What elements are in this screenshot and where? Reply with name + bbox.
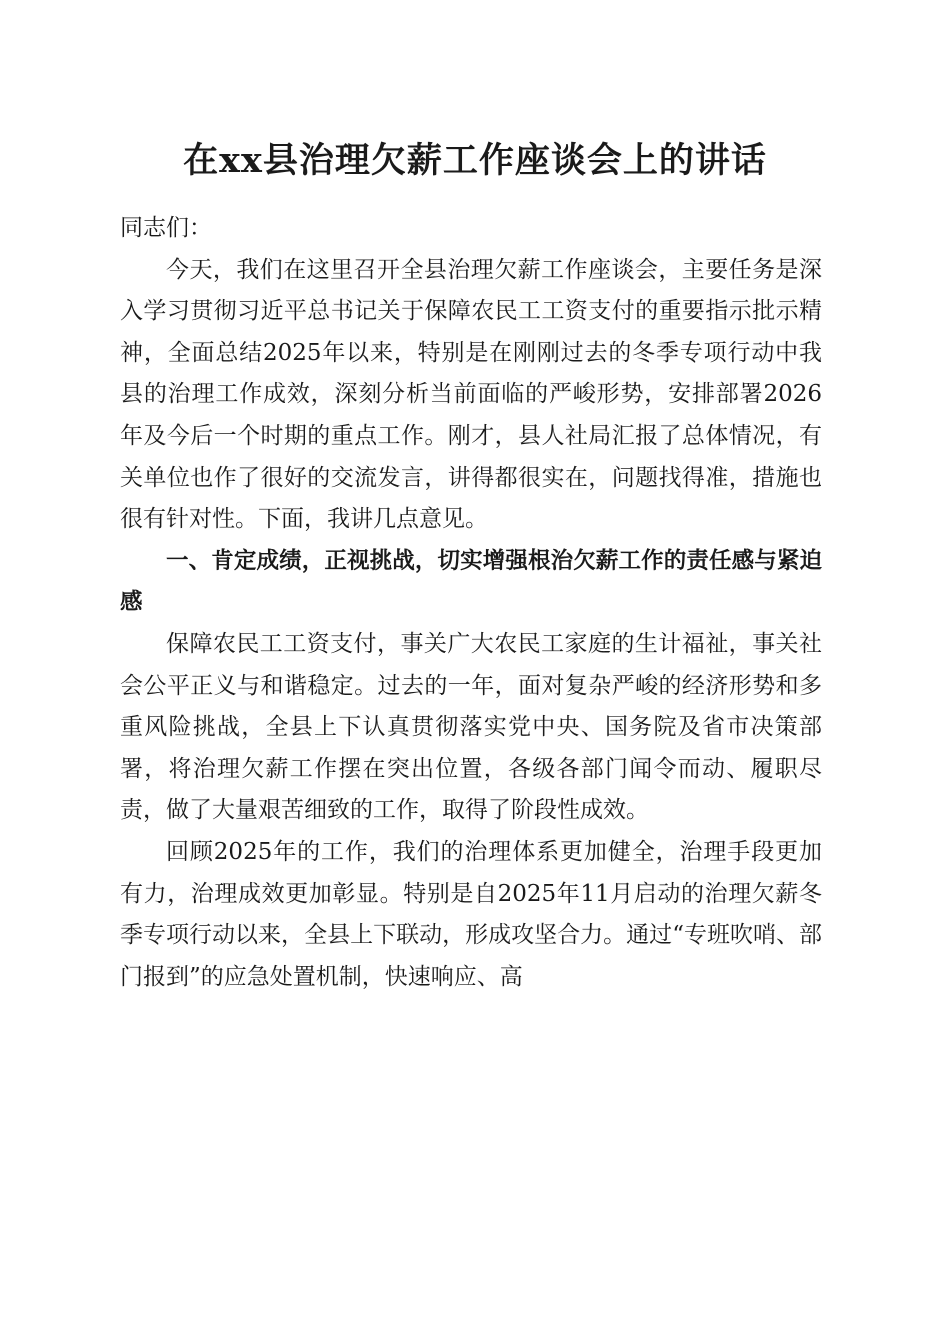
salutation: 同志们：	[120, 215, 212, 241]
section-paragraph: 保障农民工工资支付，事关广大农民工家庭的生计福祉，事关社会公平正义与和谐稳定。过去的一年，面对复杂严峻的经济形势和多重风险挑战，全县上下认真贯彻落实党中央、国务院及省市决策部署，将治理欠薪工作摆在突出位置，各级各部门闻令而动、履职尽责，做了大量艰苦细致的工作，取得了阶段性成效。	[120, 630, 822, 824]
section-heading: 一、肯定成绩，正视挑战，切实增强根治欠薪工作的责任感与紧迫感	[120, 547, 822, 616]
section-paragraph: 回顾2025年的工作，我们的治理体系更加健全，治理手段更加有力，治理成效更加彰显。特别是自2025年11月启动的治理欠薪冬季专项行动以来，全县上下联动，形成攻坚合力。通过“专班吹哨、部门报到”的应急处置机制，快速响应、高	[120, 838, 822, 990]
document-title: 在xx县治理欠薪工作座谈会上的讲话	[183, 140, 767, 181]
intro-paragraph: 今天，我们在这里召开全县治理欠薪工作座谈会，主要任务是深入学习贯彻习近平总书记关于保障农民工工资支付的重要指示批示精神，全面总结2025年以来，特别是在刚刚过去的冬季专项行动中我县的治理工作成效，深刻分析当前面临的严峻形势，安排部署2026年及今后一个时期的重点工作。刚才，县人社局汇报了总体情况，有关单位也作了很好的交流发言，讲得都很实在，问题找得准，措施也很有针对性。下面，我讲几点意见。	[120, 256, 822, 533]
document-body	[120, 208, 822, 998]
